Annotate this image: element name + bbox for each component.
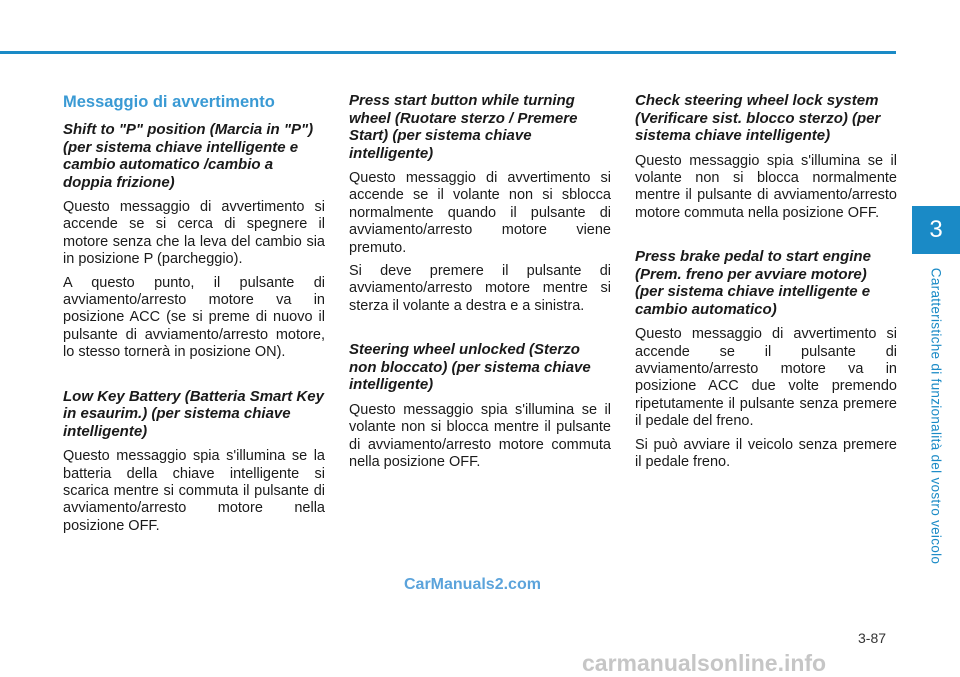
column-2 xyxy=(349,92,611,477)
block-paragraph: Questo messaggio di avvertimento si accende se si cerca di spegnere il motore senza che la leva del cambio sia in posizione P (parcheggio). xyxy=(63,199,325,268)
block-low-key-battery xyxy=(63,388,325,536)
top-rule xyxy=(0,51,896,54)
block-steering-unlocked xyxy=(349,341,611,471)
chapter-side-title: Caratteristiche di funzionalità del vostro veicolo xyxy=(928,267,944,565)
block-heading: Press start button while turning wheel (Ruotare sterzo / Premere Start) (per sistema chiave intelligente) xyxy=(349,92,578,162)
block-press-start-turning xyxy=(349,92,611,315)
block-heading: Steering wheel unlocked (Sterzo non bloccato) (per sistema chiave intelligente) xyxy=(349,341,591,394)
block-heading: Press brake pedal to start engine (Prem. freno per avviare motore) (per sistema chiave intelligente e cambio automatico) xyxy=(635,248,871,318)
block-shift-to-p xyxy=(63,121,325,362)
column-1 xyxy=(63,92,325,541)
page-number: 3-87 xyxy=(858,630,887,646)
section-title: Messaggio di avvertimento xyxy=(63,93,275,111)
block-heading: Shift to "P" position (Marcia in "P") (per sistema chiave intelligente e cambio automatico /cambio a doppia frizione) xyxy=(63,121,314,191)
block-paragraph: Questo messaggio spia s'illumina se il volante non si blocca normalmente mentre il pulsante di avviamento/arresto motore commuta nella posizione OFF. xyxy=(635,152,897,221)
block-paragraph: Questo messaggio spia s'illumina se il volante non si blocca mentre il pulsante di avviamento/arresto motore commuta nella posizione OFF. xyxy=(349,401,611,470)
block-paragraph: Questo messaggio di avvertimento si accende se il volante non si sblocca normalmente quando il pulsante di avviamento/arresto motore viene premuto. xyxy=(349,170,611,256)
block-paragraph: Si deve premere il pulsante di avviamento/arresto motore mentre si sterza il volante a destra e a sinistra. xyxy=(349,263,611,314)
block-paragraph: Questo messaggio spia s'illumina se la batteria della chiave intelligente si scarica mentre si commuta il pulsante di avviamento/arresto motore nella posizione OFF. xyxy=(63,448,325,534)
block-paragraph: Si può avviare il veicolo senza premere il pedale freno. xyxy=(635,436,897,470)
block-heading: Low Key Battery (Batteria Smart Key in esaurim.) (per sistema chiave intelligente) xyxy=(63,387,324,440)
chapter-tab: 3 xyxy=(912,206,960,254)
block-check-steering-lock xyxy=(635,92,897,222)
column-3 xyxy=(635,92,897,477)
block-paragraph: Questo messaggio di avvertimento si accende se il pulsante di avviamento/arresto motore va in posizione ACC due volte premendo ripetutamente il pulsante senza premere il pedale del freno. xyxy=(635,326,897,430)
block-heading: Check steering wheel lock system (Verificare sist. blocco sterzo) (per sistema chiave intelligente) xyxy=(635,92,881,144)
watermark-top: CarManuals2.com xyxy=(404,576,541,593)
watermark-bottom: carmanualsonline.info xyxy=(582,650,827,676)
block-press-brake xyxy=(635,248,897,471)
block-paragraph: A questo punto, il pulsante di avviamento/arresto motore va in posizione ACC (se si preme di nuovo il pulsante di avviamento/arresto motore, lo stesso tornerà in posizione ON). xyxy=(63,274,325,361)
